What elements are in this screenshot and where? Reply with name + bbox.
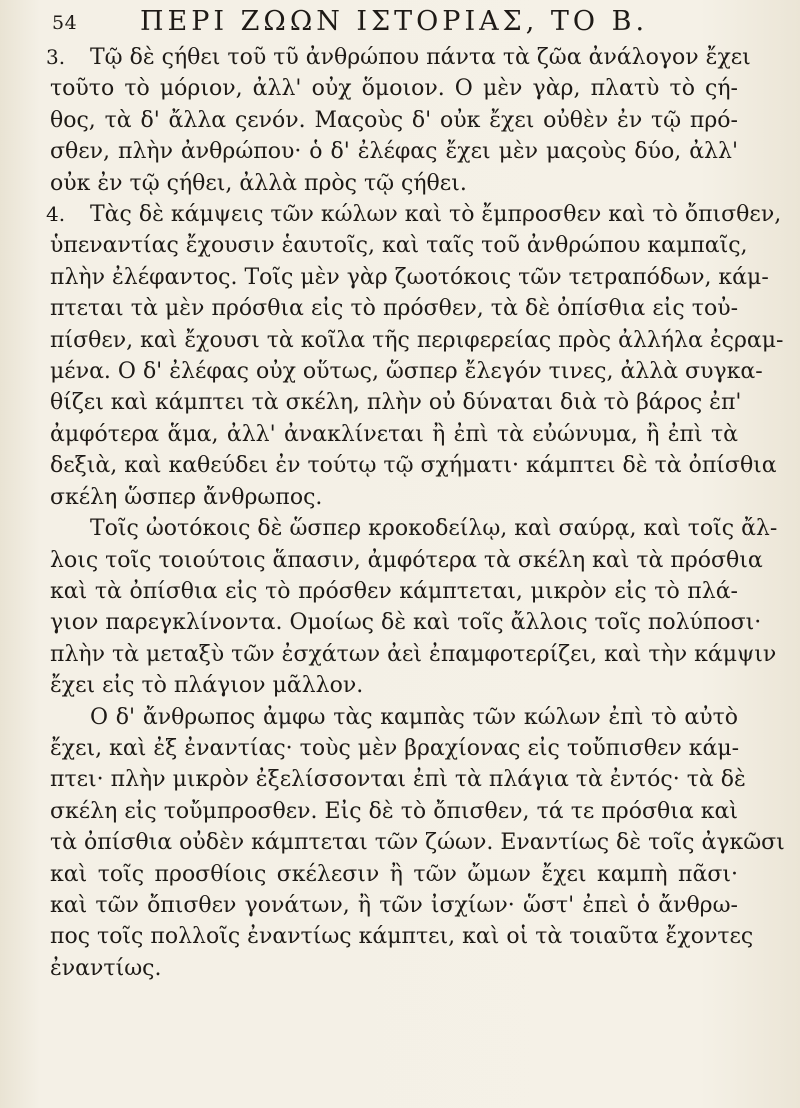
text-line: ἀμφότερα ἅμα, ἀλλ' ἀνακλίνεται ἢ ἐπὶ τὰ εὐώνυμα, ἢ ἐπὶ τὰ [50, 421, 738, 447]
section-number: 4. [46, 202, 66, 227]
text-line: σθεν, πλὴν ἀνθρώπου· ὁ δ' ἐλέφας ἔχει μὲν μαςοὺς δύο, ἀλλ' [50, 139, 738, 165]
text-line: πίσθεν, καὶ ἔχουσι τὰ κοῖλα τῆς περιφερείας πρὸς ἀλλήλα ἐςραμ- [50, 327, 784, 353]
page-number: 54 [52, 12, 78, 34]
main-text [46, 42, 785, 984]
text-line: δεξιὰ, καὶ καθεύδει ἐν τούτῳ τῷ σχήματι· κάμπτει δὲ τὰ ὀπίσθια [50, 453, 777, 479]
text-line: ἔχει εἰς τὸ πλάγιον μᾶλλον. [50, 673, 364, 699]
text-line: καὶ τοῖς προσθίοις σκέλεσιν ἢ τῶν ὤμων ἔχει καμπὴ πᾶσι· [50, 861, 738, 887]
text-line: γιον παρεγκλίνοντα. Ομοίως δὲ καὶ τοῖς ἄλλοις τοῖς πολύποσι· [50, 610, 762, 636]
text-line: καὶ τῶν ὄπισθεν γονάτων, ἢ τῶν ἰσχίων· ὥστ' ἐπεὶ ὁ ἄνθρω- [50, 892, 738, 918]
text-line: πτεται τὰ μὲν πρόσθια εἰς τὸ πρόσθεν, τὰ δὲ ὀπίσθια εἰς τοὐ- [50, 296, 738, 322]
text-line: καὶ τὰ ὀπίσθια εἰς τὸ πρόσθεν κάμπτεται, μικρὸν εἰς τὸ πλά- [50, 578, 738, 604]
text-line: σκέλη ὥσπερ ἄνθρωπος. [50, 484, 323, 510]
text-line: Τῷ δὲ ςήθει τοῦ τῦ ἀνθρώπου πάντα τὰ ζῶα ἀνάλογον ἔχει [90, 45, 751, 70]
text-line: πος τοῖς πολλοῖς ἐναντίως κάμπτει, καὶ οἱ τὰ τοιαῦτα ἔχοντες [50, 924, 754, 950]
text-line: οὐκ ἐν τῷ ςήθει, ἀλλὰ πρὸς τῷ ςήθει. [50, 170, 467, 196]
text-line: θίζει καὶ κάμπτει τὰ σκέλη, πλὴν οὐ δύναται διὰ τὸ βάρος ἐπ' [50, 390, 742, 416]
running-head: ΠΕΡΙ ΖΩΩΝ ΙΣΤΟΡΙΑΣ, ΤΟ Β. [140, 6, 649, 37]
text-line: ὑπεναντίας ἔχουσιν ἑαυτοῖς, καὶ ταῖς τοῦ ἀνθρώπου καμπαῖς, [50, 233, 748, 259]
text-line: πτει· πλὴν μικρὸν ἐξελίσσονται ἐπὶ τὰ πλάγια τὰ ἐντός· τὰ δὲ [50, 767, 746, 793]
text-line: πλὴν τὰ μεταξὺ τῶν ἐσχάτων ἀεὶ ἐπαμφοτερίζει, καὶ τὴν κάμψιν [50, 641, 777, 667]
page-header [50, 4, 750, 38]
text-line: θος, τὰ δ' ἄλλα ςενόν. Μαςοὺς δ' οὐκ ἔχει οὐθὲν ἐν τῷ πρό- [50, 107, 738, 133]
text-line: σκέλη εἰς τοὔμπροσθεν. Εἰς δὲ τὸ ὄπισθεν, τά τε πρόσθια καὶ [50, 798, 738, 824]
text-line: τὰ ὀπίσθια οὐδὲν κάμπτεται τῶν ζώων. Εναντίως δὲ τοῖς ἀγκῶσι [50, 830, 785, 856]
paragraph [46, 42, 751, 199]
paragraph [46, 199, 784, 513]
text-line: Τὰς δὲ κάμψεις τῶν κώλων καὶ τὸ ἔμπροσθεν καὶ τὸ ὄπισθεν, [90, 202, 782, 228]
text-line: Ο δ' ἄνθρωπος ἀμφω τὰς καμπὰς τῶν κώλων ἐπὶ τὸ αὐτὸ [90, 704, 738, 730]
text-line: ἐναντίως. [50, 955, 162, 981]
paragraph [50, 702, 785, 985]
text-line: Τοῖς ὠοτόκοις δὲ ὥσπερ κροκοδείλῳ, καὶ σαύρᾳ, καὶ τοῖς ἄλ- [90, 516, 778, 542]
text-line: πλὴν ἐλέφαντος. Τοῖς μὲν γὰρ ζωοτόκοις τῶν τετραπόδων, κάμ- [50, 264, 769, 290]
text-line: μένα. Ο δ' ἐλέφας οὐχ οὕτως, ὥσπερ ἔλεγόν τινες, ἀλλὰ συγκα- [50, 359, 763, 385]
text-line: ἔχει, καὶ ἐξ ἐναντίας· τοὺς μὲν βραχίονας εἰς τοὔπισθεν κάμ- [50, 735, 740, 761]
paragraph [50, 513, 778, 701]
text-line: λοις τοῖς τοιούτοις ἅπασιν, ἀμφότερα τὰ σκέλη καὶ τὰ πρόσθια [50, 547, 763, 573]
section-number: 3. [46, 45, 66, 69]
text-line: τοῦτο τὸ μόριον, ἀλλ' οὐχ ὅμοιον. Ο μὲν γὰρ, πλατὺ τὸ ςή- [50, 76, 738, 102]
